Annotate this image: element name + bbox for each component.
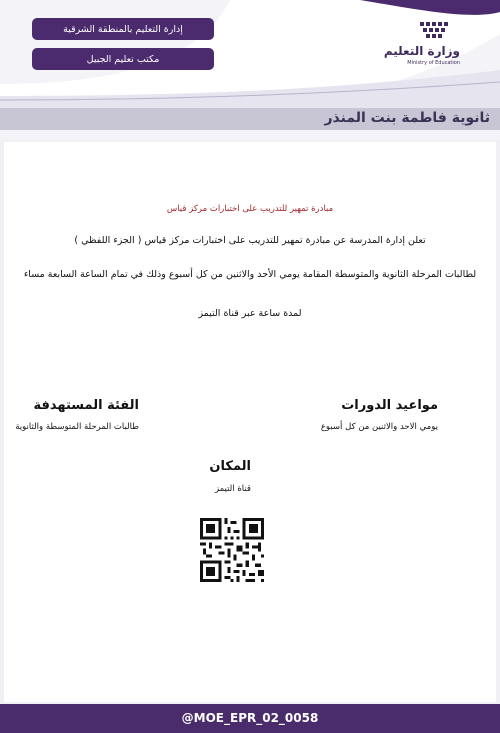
region-label: إدارة التعليم بالمنطقة الشرقية [32,18,214,40]
office-label: مكتب تعليم الجبيل [32,48,214,70]
announcement-card [4,142,496,702]
announcement-line-1: تعلن إدارة المدرسة عن مبادرة تمهير للتدريب على اختبارات مركز قياس ( الجزء اللفظي ) [74,235,426,246]
target-value: طالبات المرحلة المتوسطة والثانوية [15,422,139,432]
ministry-logo [380,22,460,68]
footer-bar [0,704,500,733]
place-heading: المكان [209,459,251,474]
school-name: ثانوية فاطمة بنت المنذر [324,110,490,126]
target-heading: الفئة المستهدفة [33,398,139,413]
ministry-name-ar: وزارة التعليم [383,44,460,58]
place-value: قناة التيمز [214,484,251,494]
ministry-logo-icon [420,22,450,40]
header-banner [0,0,500,140]
announcement-line-2: لطالبات المرحلة الثانوية والمتوسطة المقامة يومي الأحد والاثنين من كل أسبوع وذلك في تمام الساعة السابعة مساء [23,269,477,280]
social-handle[interactable]: @MOE_EPR_02_0058 [181,711,319,725]
qr-code[interactable] [200,518,264,582]
schedule-heading: مواعيد الدورات [341,398,438,413]
schedule-value: يومي الاحد والاثنين من كل أسبوع [320,422,438,432]
ministry-name-en: Ministry of Education [407,60,460,66]
announcement-title: مبادرة تمهير للتدريب على اختبارات مركز قياس [166,204,334,214]
announcement-line-3: لمدة ساعة عبر قناة التيمز [198,308,302,319]
